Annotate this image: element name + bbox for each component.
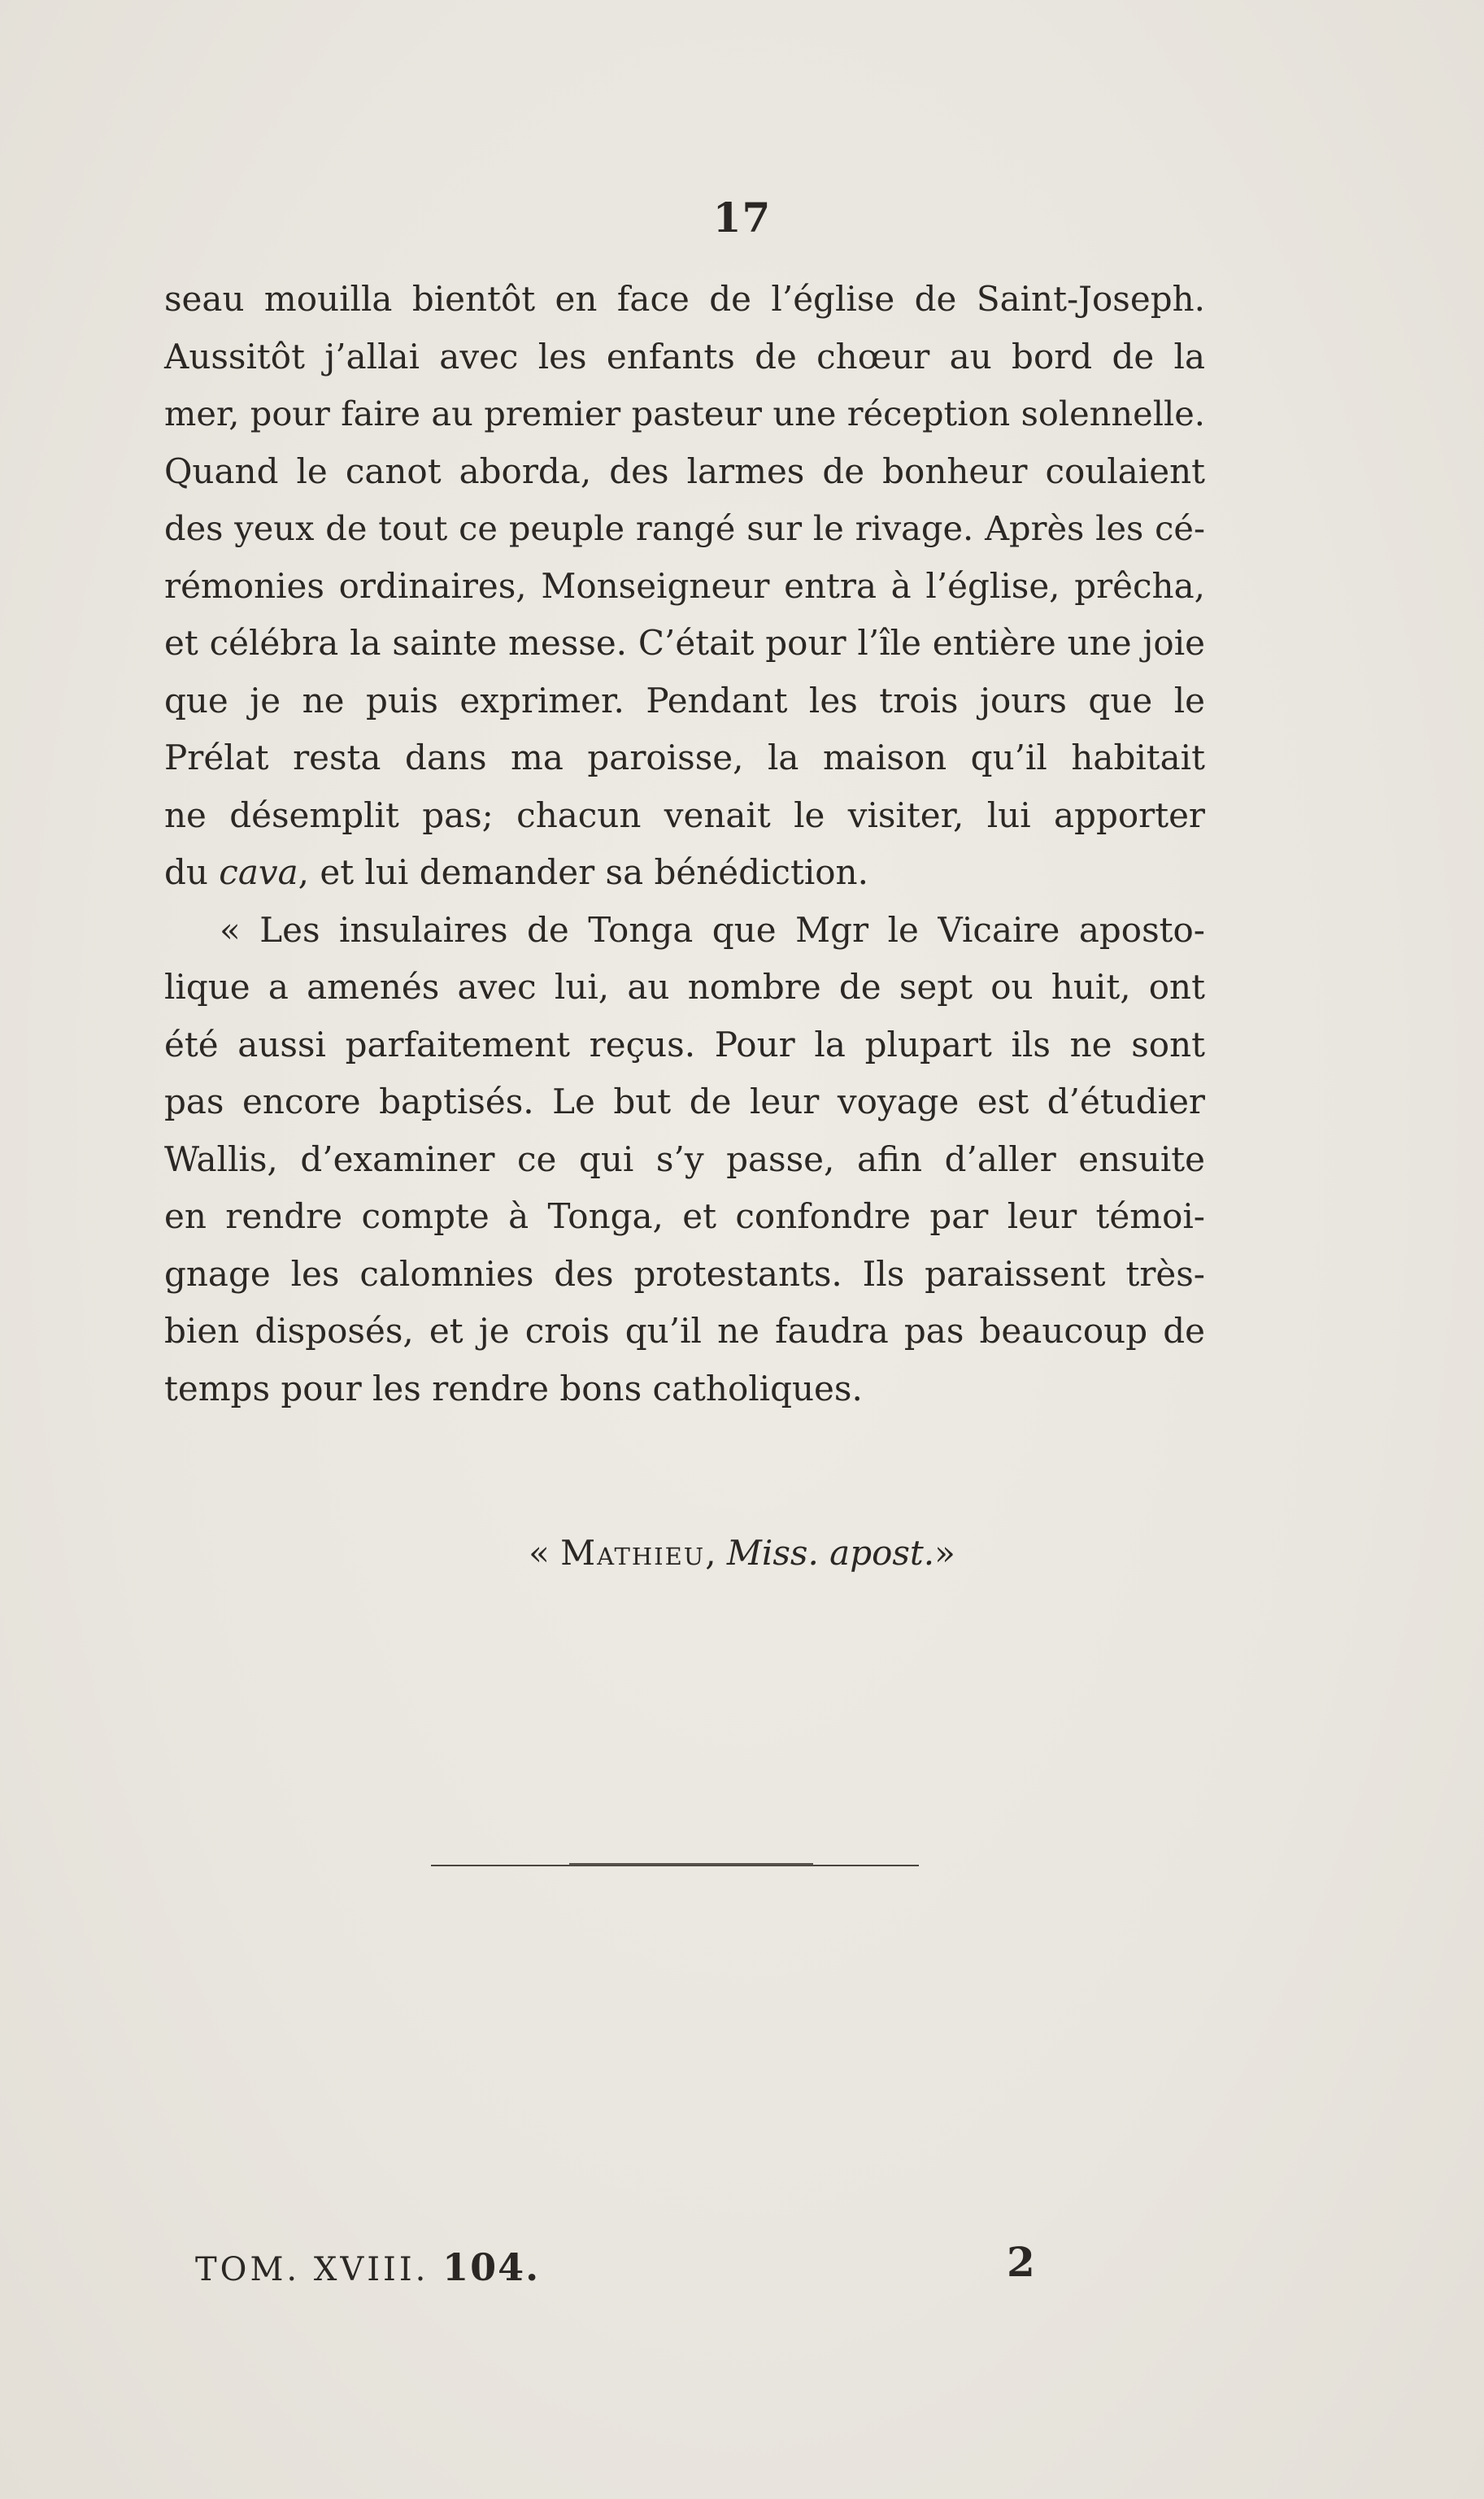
text-line: « Les insulaires de Tonga que Mgr le Vicaire aposto- — [220, 909, 1205, 950]
signature-name: Mathieu — [560, 1533, 706, 1573]
signature-open-quote: « — [529, 1533, 561, 1573]
signature-separator: , — [705, 1533, 727, 1573]
text-line: du cava, et lui demander sa bénédiction. — [164, 852, 868, 892]
text-line: rémonies ordinaires, Monseigneur entra à l’église, prêcha, — [164, 565, 1205, 606]
text-line: ne désemplit pas; chacun venait le visiter, lui apporter — [164, 795, 1205, 835]
footer-volume — [195, 2244, 540, 2292]
footer-signature-mark: 2 — [1007, 2238, 1035, 2286]
footer-volume-label: TOM. XVIII. — [195, 2251, 429, 2288]
text-line: des yeux de tout ce peuple rangé sur le rivage. Après les cé- — [164, 508, 1205, 548]
text-line: seau mouilla bientôt en face de l’église de Saint-Joseph. — [164, 279, 1205, 319]
text-line: temps pour les rendre bons catholiques. — [164, 1368, 863, 1408]
signature-title: Miss. apost. — [726, 1533, 935, 1573]
text-line: pas encore baptisés. Le but de leur voyage est d’étudier — [164, 1082, 1205, 1121]
text-line: Aussitôt j’allai avec les enfants de chœur au bord de la — [164, 336, 1205, 377]
text-line: gnage les calomnies des protestants. Ils paraissent très- — [164, 1253, 1205, 1294]
page-number: 17 — [712, 194, 772, 242]
text-line: Prélat resta dans ma paroisse, la maison qu’il habitait — [164, 738, 1205, 777]
text-line: bien disposés, et je crois qu’il ne faudra pas beaucoup de — [164, 1311, 1205, 1351]
text-line: et célébra la sainte messe. C’était pour l’île entière une joie — [164, 623, 1205, 663]
text-line: Quand le canot aborda, des larmes de bonheur coulaient — [164, 451, 1205, 491]
section-divider-center — [569, 1863, 813, 1866]
text-line: mer, pour faire au premier pasteur une réception solennelle. — [164, 394, 1205, 433]
text-line: que je ne puis exprimer. Pendant les trois jours que le — [164, 680, 1205, 721]
footer-issue-number: 104. — [442, 2245, 541, 2289]
body-text — [164, 271, 1205, 1417]
italic-word: cava — [219, 852, 298, 892]
text-line: été aussi parfaitement reçus. Pour la plupart ils ne sont — [164, 1024, 1205, 1064]
text-line: en rendre compte à Tonga, et confondre par leur témoi- — [164, 1196, 1205, 1236]
text-line: lique a amenés avec lui, au nombre de sept ou huit, ont — [164, 967, 1205, 1007]
signature-close-quote: » — [934, 1533, 955, 1573]
text-line: Wallis, d’examiner ce qui s’y passe, afin d’aller ensuite — [164, 1138, 1205, 1179]
signature-line — [0, 1529, 1484, 1578]
